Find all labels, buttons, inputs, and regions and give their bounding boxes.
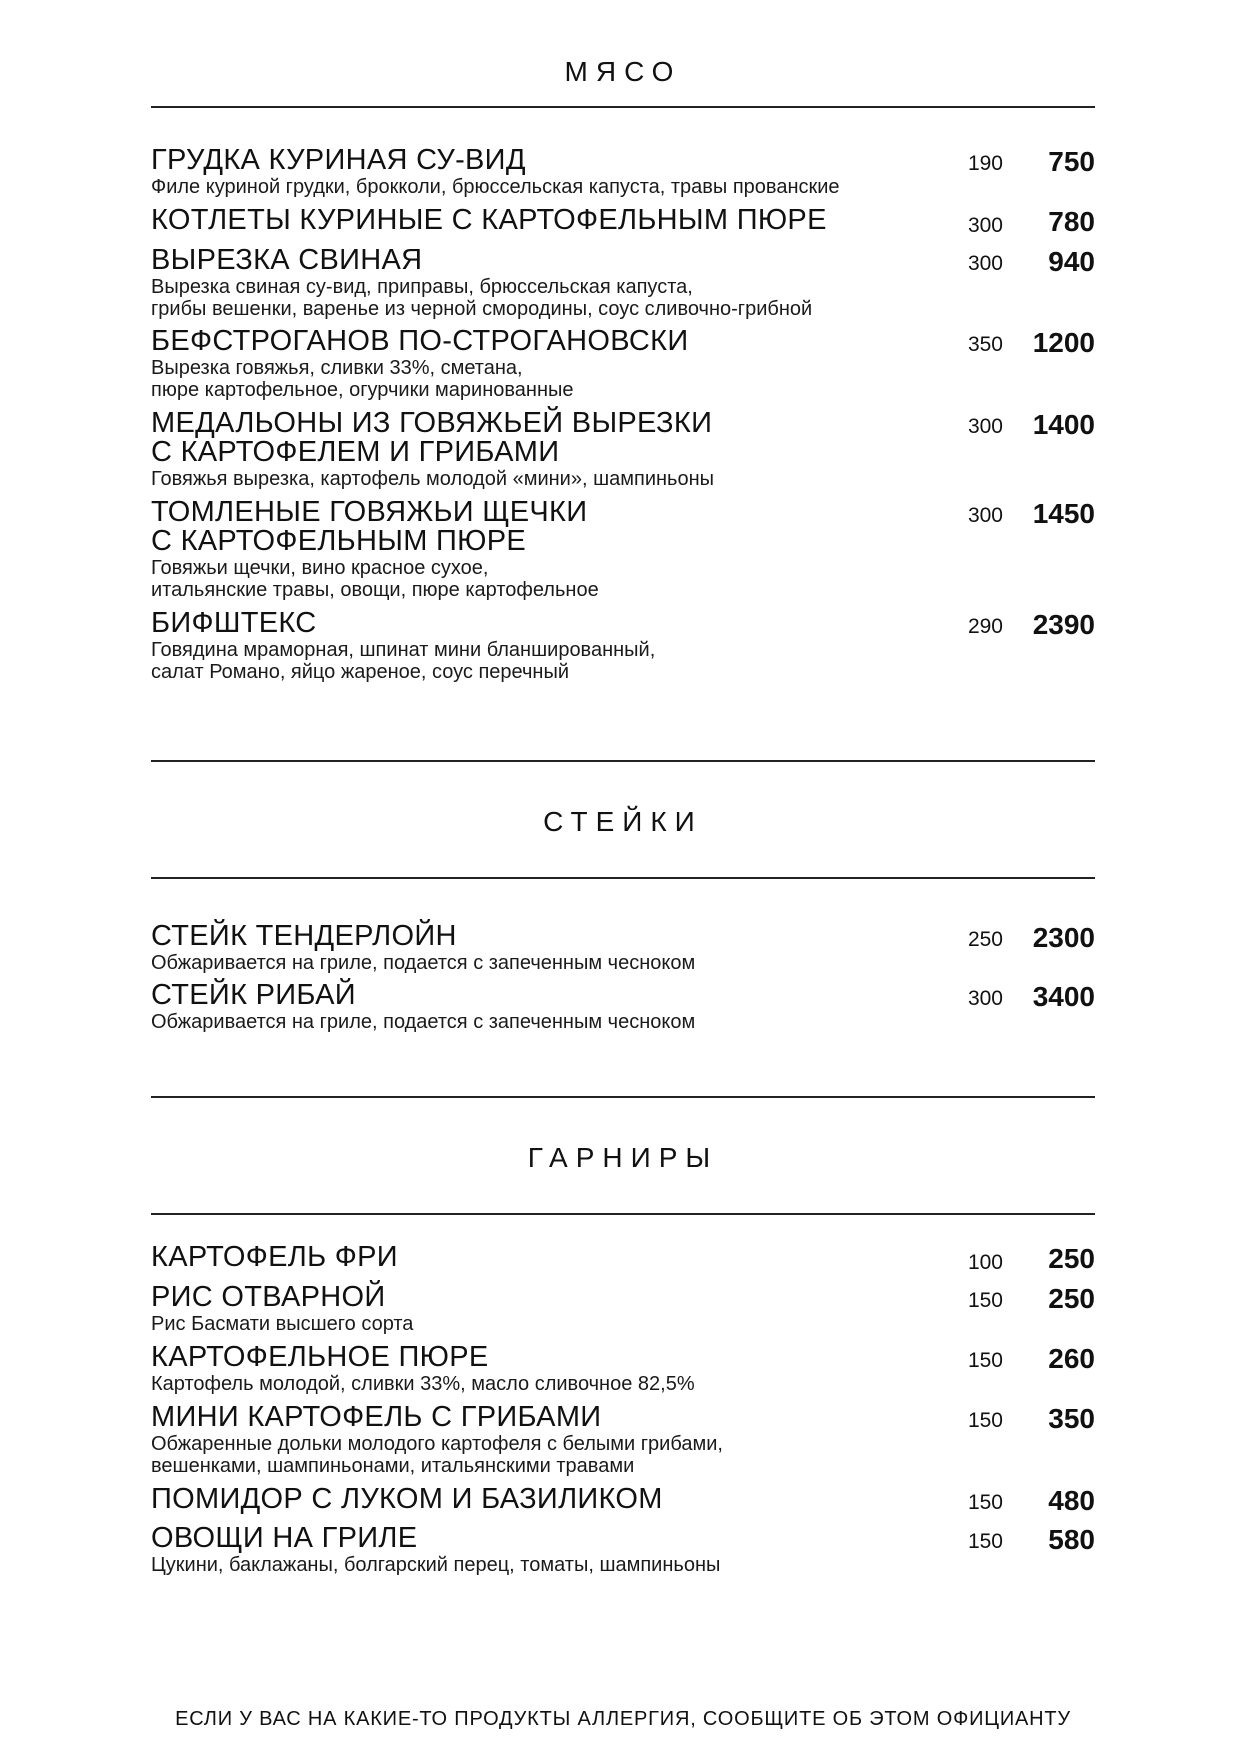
item-name: КАРТОФЕЛЬНОЕ ПЮРЕ	[151, 1341, 489, 1373]
divider	[151, 106, 1095, 108]
item-description: Картофель молодой, сливки 33%, масло сливочное 82,5%	[151, 1373, 695, 1395]
item-price: 780	[1048, 206, 1095, 237]
item-description: Рис Басмати высшего сорта	[151, 1313, 414, 1335]
item-weight: 150	[967, 1530, 1003, 1553]
menu-item	[151, 609, 1095, 683]
menu-item	[151, 498, 1095, 601]
item-weight: 150	[967, 1349, 1003, 1372]
menu-item	[151, 1524, 1095, 1576]
section-title-sides: ГАРНИРЫ	[527, 1142, 719, 1173]
menu-item	[151, 206, 1095, 235]
item-name: ТОМЛЕНЫЕ ГОВЯЖЬИ ЩЕЧКИ	[151, 496, 588, 528]
item-name: МЕДАЛЬОНЫ ИЗ ГОВЯЖЬЕЙ ВЫРЕЗКИ	[151, 407, 713, 439]
item-description: Вырезка говяжья, сливки 33%, сметана,	[151, 357, 523, 379]
menu-item	[151, 327, 1095, 401]
menu-item	[151, 1485, 1095, 1514]
item-weight: 150	[967, 1491, 1003, 1514]
item-weight: 300	[967, 415, 1003, 438]
item-description: грибы вешенки, варенье из черной смородины, соус сливочно-грибной	[151, 298, 813, 320]
item-price: 250	[1048, 1243, 1095, 1274]
section-title-meat: МЯСО	[564, 56, 682, 87]
item-name: СТЕЙК ТЕНДЕРЛОЙН	[151, 920, 457, 952]
allergy-notice: ЕСЛИ У ВАС НА КАКИЕ-ТО ПРОДУКТЫ АЛЛЕРГИЯ, СООБЩИТЕ ОБ ЭТОМ ОФИЦИАНТУ	[175, 1708, 1071, 1730]
item-name: МИНИ КАРТОФЕЛЬ С ГРИБАМИ	[151, 1401, 602, 1433]
item-weight: 100	[967, 1251, 1003, 1274]
item-name: КОТЛЕТЫ КУРИНЫЕ С КАРТОФЕЛЬНЫМ ПЮРЕ	[151, 204, 827, 236]
item-weight: 300	[967, 252, 1003, 275]
item-price: 2300	[1032, 922, 1095, 953]
menu-item	[151, 146, 1095, 198]
item-price: 480	[1048, 1485, 1095, 1516]
item-description: Говяжьи щечки, вино красное сухое,	[151, 557, 489, 579]
item-price: 750	[1048, 146, 1095, 177]
menu-item	[151, 1403, 1095, 1477]
item-price: 1450	[1032, 498, 1095, 529]
item-description: Обжаривается на гриле, подается с запеченным чесноком	[151, 952, 696, 974]
item-description: Обжаривается на гриле, подается с запеченным чесноком	[151, 1011, 696, 1033]
menu-item	[151, 981, 1095, 1033]
item-name: РИС ОТВАРНОЙ	[151, 1281, 386, 1313]
item-name: ГРУДКА КУРИНАЯ СУ-ВИД	[151, 144, 526, 176]
item-price: 2390	[1032, 609, 1095, 640]
item-price: 1400	[1032, 409, 1095, 440]
item-name: ОВОЩИ НА ГРИЛЕ	[151, 1522, 418, 1554]
item-price: 580	[1048, 1524, 1095, 1555]
item-weight: 300	[967, 504, 1003, 527]
divider	[151, 1213, 1095, 1215]
item-weight: 300	[967, 987, 1003, 1010]
menu-item	[151, 1243, 1095, 1272]
item-price: 260	[1048, 1343, 1095, 1374]
item-name: БИФШТЕКС	[151, 607, 317, 639]
item-description: Обжаренные дольки молодого картофеля с белыми грибами,	[151, 1433, 723, 1455]
item-weight: 150	[967, 1289, 1003, 1312]
item-name: С КАРТОФЕЛЕМ И ГРИБАМИ	[151, 436, 560, 468]
divider	[151, 760, 1095, 762]
item-weight: 190	[967, 152, 1003, 175]
menu-item	[151, 1343, 1095, 1395]
item-description: вешенками, шампиньонами, итальянскими травами	[151, 1455, 635, 1477]
divider	[151, 1096, 1095, 1098]
item-price: 940	[1048, 246, 1095, 277]
item-price: 3400	[1032, 981, 1095, 1012]
menu-item	[151, 409, 1095, 490]
menu-item	[151, 246, 1095, 320]
item-name: ВЫРЕЗКА СВИНАЯ	[151, 244, 423, 276]
item-weight: 290	[967, 615, 1003, 638]
item-weight: 300	[967, 214, 1003, 237]
item-weight: 150	[967, 1409, 1003, 1432]
item-price: 350	[1048, 1403, 1095, 1434]
item-description: Цукини, баклажаны, болгарский перец, томаты, шампиньоны	[151, 1554, 721, 1576]
menu-item	[151, 1283, 1095, 1335]
item-price: 1200	[1032, 327, 1095, 358]
item-description: Говядина мраморная, шпинат мини бланшированный,	[151, 639, 656, 661]
item-description: Филе куриной грудки, брокколи, брюссельская капуста, травы прованские	[151, 176, 840, 198]
item-name: С КАРТОФЕЛЬНЫМ ПЮРЕ	[151, 525, 527, 557]
item-name: СТЕЙК РИБАЙ	[151, 979, 356, 1011]
item-weight: 350	[967, 333, 1003, 356]
section-title-steaks: СТЕЙКИ	[543, 806, 703, 837]
item-description: Вырезка свиная су-вид, приправы, брюссельская капуста,	[151, 276, 693, 298]
item-description: Говяжья вырезка, картофель молодой «мини», шампиньоны	[151, 468, 715, 490]
item-name: БЕФСТРОГАНОВ ПО-СТРОГАНОВСКИ	[151, 325, 689, 357]
divider	[151, 877, 1095, 879]
item-name: ПОМИДОР С ЛУКОМ И БАЗИЛИКОМ	[151, 1483, 663, 1515]
item-description: итальянские травы, овощи, пюре картофельное	[151, 579, 599, 601]
item-description: салат Романо, яйцо жареное, соус перечный	[151, 661, 569, 683]
item-price: 250	[1048, 1283, 1095, 1314]
item-name: КАРТОФЕЛЬ ФРИ	[151, 1241, 398, 1273]
item-description: пюре картофельное, огурчики маринованные	[151, 379, 574, 401]
item-weight: 250	[967, 928, 1003, 951]
menu-item	[151, 922, 1095, 974]
